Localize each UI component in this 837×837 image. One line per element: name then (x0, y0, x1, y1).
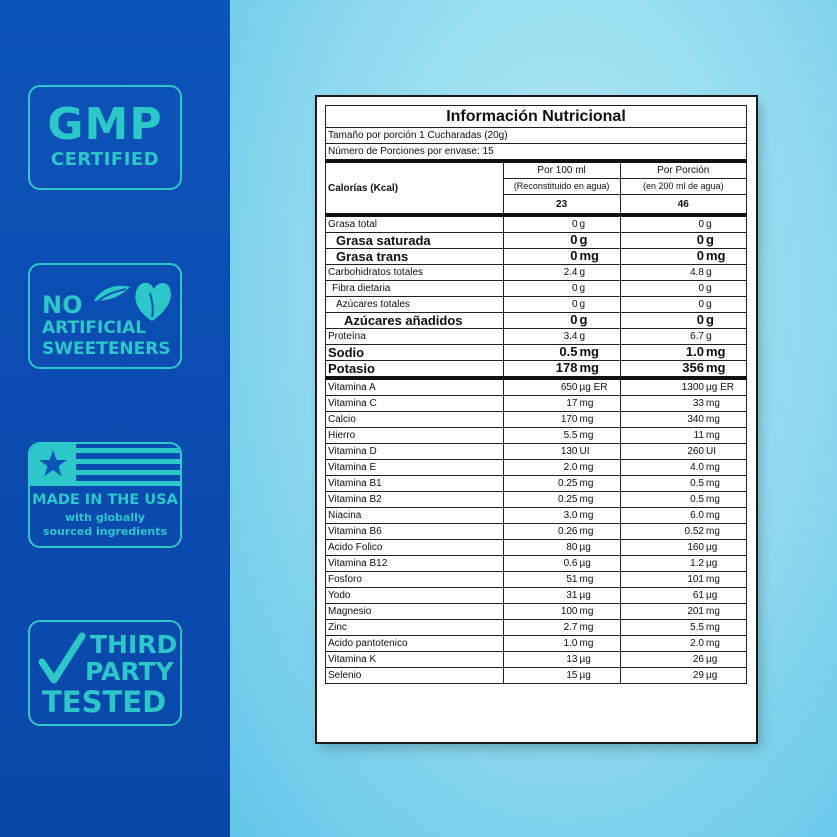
amount: 178 (555, 360, 578, 375)
value-per-100ml (503, 313, 620, 329)
nutrient-row (326, 476, 747, 492)
value-per-portion (620, 249, 747, 265)
amount: 0 (571, 283, 578, 294)
certified-text: CERTIFIED (50, 149, 160, 170)
value-per-portion (620, 233, 747, 249)
value-per-100ml (503, 378, 620, 396)
artificial-text: ARTIFICIAL (42, 318, 147, 338)
nutrient-row (326, 428, 747, 444)
nutrient-name: Fosforo (326, 572, 504, 588)
unit: UI (579, 446, 590, 457)
nutrient-row (326, 540, 747, 556)
no-artificial-sweeteners-badge (28, 263, 182, 369)
nutrient-name: Vitamina C (326, 396, 504, 412)
amount: 11 (693, 430, 704, 441)
value-per-100ml (503, 556, 620, 572)
amount: 1.0 (685, 344, 704, 359)
unit: µg (579, 558, 591, 569)
amount: 4.8 (690, 267, 704, 278)
nutrient-row (326, 297, 747, 313)
value-per-100ml (503, 572, 620, 588)
nutrient-row (326, 378, 747, 396)
nutrient-row (326, 636, 747, 652)
value-per-portion (620, 476, 747, 492)
value-per-portion (620, 396, 747, 412)
unit: g (579, 312, 588, 327)
amount: 4.0 (690, 462, 704, 473)
unit: g (579, 299, 586, 310)
value-per-100ml (503, 412, 620, 428)
unit: µg (579, 590, 591, 601)
nutrient-row (326, 265, 747, 281)
value-per-100ml (503, 233, 620, 249)
amount: 5.5 (563, 430, 578, 441)
unit: mg (706, 398, 720, 409)
unit: g (579, 283, 586, 294)
value-per-portion (620, 620, 747, 636)
amount: 17 (566, 398, 578, 409)
servings-per-container: Número de Porciones por envase: 15 (326, 144, 747, 162)
amount: 29 (692, 670, 704, 681)
unit: µg (706, 590, 718, 601)
unit: µg (579, 670, 591, 681)
unit: mg (706, 606, 720, 617)
nutrient-name: Magnesio (326, 604, 504, 620)
value-per-portion (620, 265, 747, 281)
unit: mg (706, 344, 726, 359)
unit: mg (706, 462, 720, 473)
no-text: NO (42, 291, 83, 319)
amount: 0.6 (563, 558, 578, 569)
value-per-portion (620, 668, 747, 684)
value-per-100ml (503, 588, 620, 604)
unit: g (706, 331, 712, 342)
unit: mg (579, 344, 599, 359)
nutrient-name: Azúcares totales (326, 297, 504, 313)
made-in-usa-badge (28, 442, 182, 548)
col-100ml-subheader: (Reconstituido en agua) (503, 179, 620, 195)
nutrient-name: Vitamina D (326, 444, 504, 460)
party-text: PARTY (85, 657, 174, 686)
unit: µg ER (706, 382, 734, 393)
value-per-portion (620, 378, 747, 396)
nutrient-row (326, 412, 747, 428)
nutrient-name: Selenio (326, 668, 504, 684)
amount: 2.0 (563, 462, 578, 473)
value-per-portion (620, 636, 747, 652)
calories-100ml: 23 (503, 195, 620, 216)
value-per-portion (620, 540, 747, 556)
amount: 650 (560, 382, 578, 393)
nutrient-row (326, 444, 747, 460)
unit: g (579, 219, 586, 230)
value-per-portion (620, 444, 747, 460)
col-100ml-header: Por 100 ml (503, 161, 620, 179)
value-per-portion (620, 313, 747, 329)
amount: 130 (560, 446, 578, 457)
nutrient-name: Vitamina B12 (326, 556, 504, 572)
value-per-portion (620, 345, 747, 361)
unit: mg (579, 606, 594, 617)
unit: µg (706, 654, 718, 665)
unit: mg (706, 494, 720, 505)
value-per-portion (620, 588, 747, 604)
unit: g (706, 267, 712, 278)
amount: 0 (571, 299, 578, 310)
unit: mg (579, 248, 599, 263)
amount: 0.26 (558, 526, 578, 537)
nutrient-name: Fibra dietaria (326, 281, 504, 297)
amount: 15 (566, 670, 578, 681)
unit: g (579, 267, 586, 278)
amount: 0 (696, 312, 704, 327)
unit: µg (579, 654, 591, 665)
value-per-100ml (503, 508, 620, 524)
label-title: Información Nutricional (326, 106, 747, 128)
value-per-portion (620, 329, 747, 345)
nutrient-name: Niacina (326, 508, 504, 524)
value-per-100ml (503, 396, 620, 412)
value-per-portion (620, 524, 747, 540)
amount: 80 (566, 542, 578, 553)
unit: mg (579, 622, 594, 633)
amount: 0.25 (558, 494, 578, 505)
made-in-usa-text: MADE IN THE USA (32, 492, 178, 508)
amount: 0.5 (690, 478, 704, 489)
nutrient-row (326, 588, 747, 604)
amount: 0 (570, 232, 578, 247)
value-per-100ml (503, 281, 620, 297)
unit: UI (706, 446, 716, 457)
amount: 2.0 (690, 638, 704, 649)
nutrient-row (326, 668, 747, 684)
nutrient-name: Calcio (326, 412, 504, 428)
nutrient-row (326, 329, 747, 345)
nutrient-name: Azúcares añadidos (326, 313, 504, 329)
amount: 0.52 (684, 526, 704, 537)
amount: 340 (687, 414, 704, 425)
amount: 0.5 (559, 344, 578, 359)
unit: mg (706, 248, 726, 263)
value-per-100ml (503, 297, 620, 313)
value-per-portion (620, 215, 747, 233)
nutrient-name: Vitamina A (326, 378, 504, 396)
value-per-100ml (503, 329, 620, 345)
unit: mg (579, 638, 594, 649)
nutrient-row (326, 652, 747, 668)
value-per-portion (620, 572, 747, 588)
value-per-portion (620, 428, 747, 444)
amount: 0.25 (558, 478, 578, 489)
amount: 3.4 (563, 331, 578, 342)
value-per-100ml (503, 249, 620, 265)
amount: 1300 (681, 382, 704, 393)
nutrient-name: Zinc (326, 620, 504, 636)
unit: mg (706, 430, 720, 441)
nutrient-name: Vitamina B1 (326, 476, 504, 492)
value-per-portion (620, 361, 747, 379)
amount: 6.7 (690, 331, 704, 342)
nutrient-row (326, 281, 747, 297)
unit: mg (579, 494, 594, 505)
amount: 33 (692, 398, 704, 409)
amount: 31 (566, 590, 578, 601)
unit: g (706, 299, 712, 310)
amount: 6.0 (690, 510, 704, 521)
unit: mg (579, 430, 594, 441)
amount: 260 (687, 446, 704, 457)
value-per-100ml (503, 652, 620, 668)
unit: mg (706, 526, 720, 537)
amount: 0 (696, 232, 704, 247)
value-per-100ml (503, 428, 620, 444)
nutrient-row (326, 460, 747, 476)
nutrient-row (326, 396, 747, 412)
unit: µg ER (579, 382, 608, 393)
nutrition-table (325, 105, 747, 684)
amount: 13 (566, 654, 578, 665)
unit: mg (579, 360, 599, 375)
unit: g (579, 232, 588, 247)
value-per-100ml (503, 361, 620, 379)
value-per-100ml (503, 668, 620, 684)
value-per-100ml (503, 540, 620, 556)
value-per-100ml (503, 345, 620, 361)
value-per-portion (620, 508, 747, 524)
amount: 100 (560, 606, 578, 617)
globally-text: with globally (64, 511, 146, 524)
unit: mg (706, 622, 720, 633)
amount: 0.5 (690, 494, 704, 505)
amount: 26 (692, 654, 704, 665)
unit: mg (706, 360, 726, 375)
serving-size: Tamaño por porción 1 Cucharadas (20g) (326, 128, 747, 144)
nutrient-name: Grasa saturada (326, 233, 504, 249)
unit: g (706, 312, 714, 327)
nutrient-name: Potasio (326, 361, 504, 379)
col-portion-subheader: (en 200 ml de agua) (620, 179, 747, 195)
nutrient-rows (326, 215, 747, 684)
value-per-100ml (503, 215, 620, 233)
value-per-100ml (503, 444, 620, 460)
badge-sidebar (0, 0, 230, 837)
unit: mg (579, 414, 594, 425)
unit: mg (579, 510, 594, 521)
value-per-100ml (503, 620, 620, 636)
unit: µg (706, 670, 718, 681)
amount: 2.7 (563, 622, 578, 633)
unit: mg (706, 478, 720, 489)
amount: 160 (687, 542, 704, 553)
nutrient-name: Yodo (326, 588, 504, 604)
nutrient-name: Vitamina E (326, 460, 504, 476)
amount: 0 (570, 312, 578, 327)
value-per-portion (620, 652, 747, 668)
amount: 356 (682, 360, 704, 375)
unit: mg (579, 462, 594, 473)
unit: mg (706, 574, 720, 585)
nutrient-row (326, 620, 747, 636)
unit: mg (579, 574, 594, 585)
value-per-portion (620, 297, 747, 313)
unit: mg (706, 638, 720, 649)
amount: 0 (698, 219, 704, 230)
gmp-certified-badge (28, 85, 182, 190)
value-per-100ml (503, 476, 620, 492)
us-flag-icon (30, 444, 182, 490)
unit: g (706, 283, 712, 294)
amount: 0 (696, 248, 704, 263)
nutrient-row (326, 345, 747, 361)
amount: 170 (560, 414, 578, 425)
unit: g (706, 219, 712, 230)
value-per-portion (620, 604, 747, 620)
col-portion-header: Por Porción (620, 161, 747, 179)
sweeteners-text: SWEETENERS (42, 339, 171, 359)
value-per-portion (620, 281, 747, 297)
nutrient-name: Vitamina K (326, 652, 504, 668)
nutrient-name: Sodio (326, 345, 504, 361)
third-text: THIRD (90, 630, 178, 659)
amount: 201 (687, 606, 704, 617)
calories-label: Calorías (Kcal) (326, 161, 504, 215)
gmp-text: GMP (47, 99, 163, 150)
value-per-100ml (503, 492, 620, 508)
calories-portion: 46 (620, 195, 747, 216)
nutrition-label (317, 97, 756, 742)
unit: g (579, 331, 586, 342)
nutrient-row (326, 233, 747, 249)
unit: µg (706, 558, 718, 569)
amount: 2.4 (563, 267, 578, 278)
sourced-text: sourced ingredients (42, 525, 168, 538)
value-per-100ml (503, 524, 620, 540)
amount: 5.5 (690, 622, 704, 633)
unit: mg (579, 478, 594, 489)
amount: 61 (692, 590, 704, 601)
nutrient-name: Acido Folico (326, 540, 504, 556)
unit: mg (579, 398, 594, 409)
amount: 51 (566, 574, 578, 585)
value-per-portion (620, 492, 747, 508)
value-per-100ml (503, 636, 620, 652)
nutrient-name: Proteína (326, 329, 504, 345)
nutrient-name: Carbohidratos totales (326, 265, 504, 281)
nutrient-row (326, 524, 747, 540)
unit: mg (706, 510, 720, 521)
nutrient-name: Grasa trans (326, 249, 504, 265)
amount: 0 (698, 283, 704, 294)
amount: 0 (570, 248, 578, 263)
nutrient-name: Hierro (326, 428, 504, 444)
nutrient-name: Grasa total (326, 215, 504, 233)
value-per-100ml (503, 265, 620, 281)
value-per-portion (620, 460, 747, 476)
amount: 1.2 (690, 558, 704, 569)
nutrient-row (326, 313, 747, 329)
nutrient-name: Vitamina B6 (326, 524, 504, 540)
nutrient-row (326, 249, 747, 265)
value-per-portion (620, 556, 747, 572)
amount: 3.0 (563, 510, 578, 521)
third-party-tested-badge (28, 620, 182, 726)
nutrient-name: Acido pantotenico (326, 636, 504, 652)
nutrient-row (326, 215, 747, 233)
nutrient-name: Vitamina B2 (326, 492, 504, 508)
tested-text: TESTED (42, 685, 167, 719)
amount: 0 (571, 219, 578, 230)
unit: µg (706, 542, 718, 553)
checkmark-icon (38, 632, 86, 688)
nutrient-row (326, 361, 747, 379)
value-per-portion (620, 412, 747, 428)
nutrient-row (326, 572, 747, 588)
amount: 0 (698, 299, 704, 310)
unit: µg (579, 542, 591, 553)
nutrient-row (326, 604, 747, 620)
nutrient-row (326, 556, 747, 572)
unit: g (706, 232, 714, 247)
amount: 101 (687, 574, 704, 585)
value-per-100ml (503, 460, 620, 476)
unit: mg (579, 526, 594, 537)
amount: 1.0 (563, 638, 578, 649)
nutrient-row (326, 508, 747, 524)
unit: mg (706, 414, 720, 425)
nutrient-row (326, 492, 747, 508)
value-per-100ml (503, 604, 620, 620)
